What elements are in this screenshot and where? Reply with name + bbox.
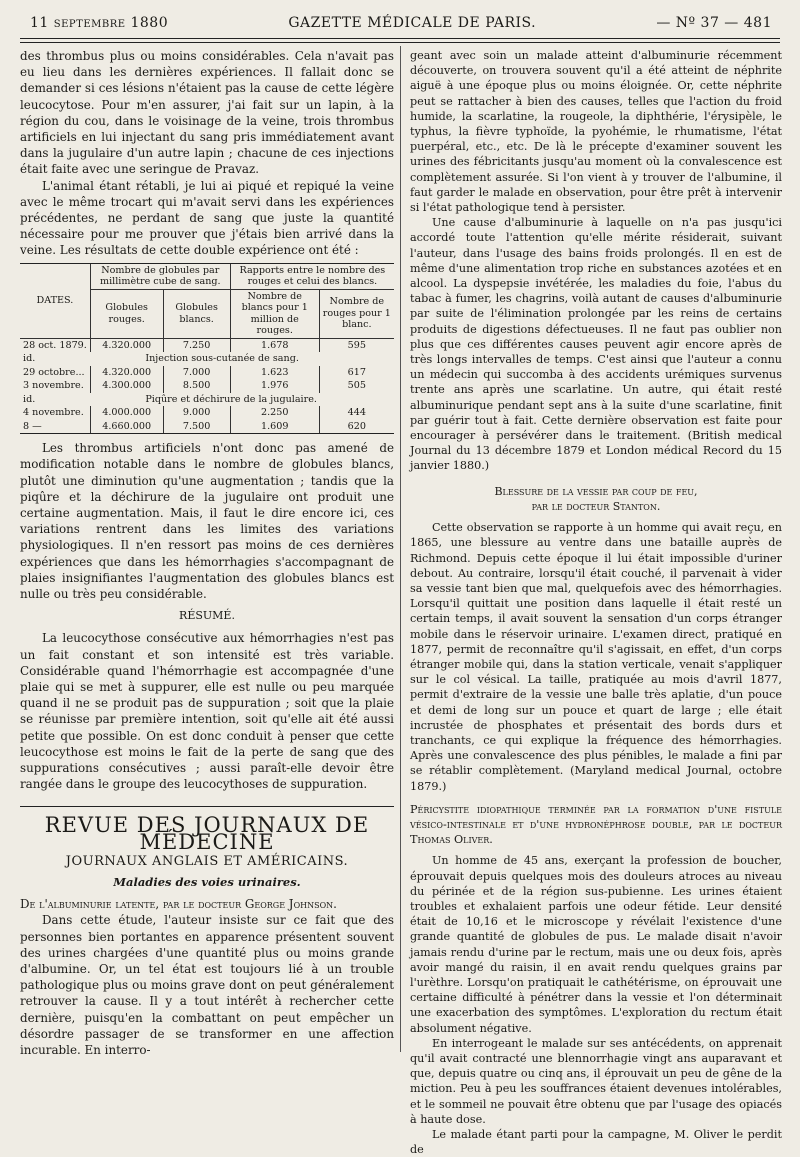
table-cell-ratio2: 595 (319, 338, 394, 352)
table-cell-ratio2: 444 (319, 406, 394, 420)
paragraph: Dans cette étude, l'auteur insiste sur ce fait que des personnes bien portantes en apparence présentent souvent des urines chargées d'une quantité plus ou moins grande d'albumine. Or, un tel état est toujours lié à un trouble pathologique plus ou moins grave dont on peut généralement retrouver la cause. Il y a tout intérêt à rechercher cette dernière, puisqu'en la combattant on peut empêcher un désordre passager de se transformer en une affection incurable. En interro- (20, 913, 394, 1058)
results-table (20, 263, 394, 435)
paragraph: geant avec soin un malade atteint d'albuminurie récemment découverte, on trouvera souvent qu'il a été atteint de néphrite aiguë à une époque plus ou moins éloignée. Or, cette néphrite peut se rattacher à bien des causes, telles que l'action du froid humide, la scarlatine, la rougeole, la diphthérie, l'érysipèle, le typhus, la fièvre typhoïde, la pyohémie, le rhumatisme, l'état puerpéral, etc., etc. De là le précepte d'examiner souvent les urines des fébricitants jusqu'au moment où la convalescence est complètement assurée. Si l'on vient à y trouver de l'albumine, il faut garder le malade en observation, pour être prêt à intervenir si l'état pathologique tend à persister. (410, 49, 782, 215)
table-cell-red: 4.320.000 (90, 338, 163, 352)
table-cell-white: 9.000 (163, 406, 230, 420)
paragraph: Cette observation se rapporte à un homme qui avait reçu, en 1865, une blessure au ventre dans une bataille auprès de Richmond. Depuis cette époque il lui était impossible d'uriner debout. Au contraire, lorsqu'il était couché, il parvenait à vider sa vessie tant bien que mal, quelquefois avec des hémorrhagies. Lorsqu'il quittait une position dans laquelle il était resté un certain temps, il avait souvent la sensation d'un corps étranger mobile dans le réservoir urinaire. L'examen direct, pratiqué en 1877, permit de reconnaître qu'il s'agissait, en effet, d'un corps étranger mobile qui, dans la station verticale, venait s'appliquer sur le col vésical. La taille, pratiquée au mois d'avril 1877, permit d'extraire de la vessie une balle très aplatie, d'un pouce et demi de long sur un pouce et quart de large ; elle était incrustée de phosphates et présentait des bords durs et tranchants, ce qui explique la fréquence des hémorrhagies. Après une convalescence des plus pénibles, le malade a fini par se rétablir complètement. (Maryland medical Journal, octobre 1879.) (410, 521, 782, 793)
table-cell-ratio2: 620 (319, 420, 394, 434)
table-cell-note: Injection sous-cutanée de sang. (145, 353, 299, 365)
table-cell-white: 7.000 (163, 366, 230, 380)
table-row (20, 338, 394, 352)
table-header-white-per-million: Nombre de blancs pour 1 million de rouges. (230, 289, 319, 338)
paragraph: Un homme de 45 ans, exerçant la profession de boucher, éprouvait depuis quelques mois des douleurs atroces au niveau du périnée et de la région sus-pubienne. Les urines étaient troubles et exhalaient parfois une odeur fétide. Leur densité était de 10,16 et le microscope y révélait l'existence d'une grande quantité de globules de pus. Le malade disait n'avoir jamais rendu d'urine par le rectum, mais une ou deux fois, après avoir mangé du raisin, il en avait rendu quelques grains par l'urèthre. Lorsqu'on pratiquait le cathétérisme, on éprouvait une certaine difficulté à pénétrer dans la vessie et l'on déterminait une exacerbation des symptômes. L'exploration du rectum était absolument négative. (410, 854, 782, 1035)
table-group-header-globules: Nombre de globules par millimètre cube de sang. (90, 263, 230, 289)
table-cell-red: 4.000.000 (90, 406, 163, 420)
table-cell-date: 8 — (20, 420, 90, 434)
paragraph: Une cause d'albuminurie à laquelle on n'a pas jusqu'ici accordé toute l'attention qu'elle mérite résiderait, suivant l'auteur, dans l'usage des bains froids prolongés. Il en est de même d'une alimentation trop riche en substances azotées et en alcool. La dyspepsie invétérée, les maladies du foie, l'abus du tabac à fumer, les chagrins, voilà autant de causes d'albuminurie par suite de l'élimination prolongée par les reins de certains produits de digestions défectueuses. Il ne faut pas oublier non plus que ces différentes causes peuvent agir encore après de très longs intervalles de temps. C'est ainsi que l'auteur a connu un médecin qui succomba à des accidents urémiques survenus trente ans après une scarlatine. Un autre, qui était resté albuminurique pendant sept ans à la suite d'une scarlatine, finit par guérir tout à fait. Cette dernière observation est faite pour encourager à persévérer dans le traitement. (British medical Journal du 13 décembre 1879 et London médical Record du 15 janvier 1880.) (410, 216, 782, 473)
table-row (20, 406, 394, 420)
table-row (20, 352, 394, 366)
left-column (20, 48, 394, 1058)
article-author: par le docteur Stanton. (531, 499, 661, 513)
paragraph: Les thrombus artificiels n'ont donc pas amené de modification notable dans le nombre de globules blancs, plutôt une diminution qu'une augmentation ; tandis que la piqûre et la déchirure de la jugulaire ont produit une certaine augmentation. Mais, il faut le dire encore ici, ces variations rentrent dans les limites des variations physiologiques. Il n'en ressort pas moins de ces dernières expériences que dans les hémorrhagies s'accompagnant de plaies insignifiantes l'augmentation des globules blancs est nulle ou très peu considérable. (20, 441, 394, 601)
table-cell-red: 4.660.000 (90, 420, 163, 434)
paragraph: La leucocythose consécutive aux hémorrhagies n'est pas un fait constant et son intensité est très variable. Considérable quand l'hémorrhagie est accompagnée d'une plaie qui se met à suppurer, elle est nulle ou peu marquée quand il ne se produit pas de suppuration ; soit que la plaie se réunisse par première intention, soit qu'elle ait été aussi petite que possible. On est donc conduit à penser que cette leucocythose est moins le fait de la perte de sang que des suppurations consécutives ; aussi paraît-elle devoir être rangée dans le groupe des leucocythoses de suppuration. (20, 631, 394, 792)
table-row (20, 420, 394, 434)
table-header-dates: DATES. (20, 263, 90, 338)
table-row (20, 393, 394, 407)
table-cell-note: Piqûre et déchirure de la jugulaire. (145, 393, 317, 405)
table-cell-date: 3 novembre. (23, 380, 84, 392)
revue-title: REVUE DES JOURNAUX DE MÉDECINE (20, 806, 394, 849)
article-title: De l'albuminurie latente, par le docteur George Johnson. (20, 897, 337, 912)
table-cell-white: 7.500 (163, 420, 230, 434)
table-header-red: Globules rouges. (90, 289, 163, 338)
paragraph: des thrombus plus ou moins considérables. Cela n'avait pas eu lieu dans les dernières expériences. Il fallait donc se demander si ces lésions n'étaient pas la cause de cette légère leucocytose. Pour m'en assurer, j'ai fait sur un lapin, à la région du cou, dans le voisinage de la veine, trois thrombus artificiels en lui injectant du sang pris immédiatement avant dans la jugulaire d'un autre lapin ; chacune de ces injections était faite avec une seringue de Pravaz. (20, 49, 394, 177)
paragraph: Le malade étant parti pour la campagne, M. Oliver le perdit de (410, 1128, 782, 1157)
table-cell-red: 4.320.000 (90, 366, 163, 380)
paragraph: L'animal étant rétabli, je lui ai piqué et repiqué la veine avec le même trocart qui m'avait servi dans les expériences précédentes, ne perdant de sang que juste la quantité nécessaire pour me prouver que j'étais bien arrivé dans la veine. Les résultats de cette double expérience ont été : (20, 178, 394, 258)
header-journal-title: GAZETTE MÉDICALE DE PARIS. (288, 15, 537, 31)
revue-section-title: Maladies des voies urinaires. (113, 875, 301, 890)
table-cell-ratio1: 2.250 (230, 406, 319, 420)
page-header (30, 10, 772, 36)
right-column (410, 48, 782, 1157)
header-date: 11 septembre 1880 (30, 15, 169, 31)
table-cell-white: 8.500 (163, 379, 230, 393)
table-cell-ratio1: 1.678 (230, 338, 319, 352)
section-heading-resume: RÉSUMÉ. (179, 609, 235, 623)
table-cell-white: 7.250 (163, 338, 230, 352)
revue-subtitle: JOURNAUX ANGLAIS ET AMÉRICAINS. (65, 853, 349, 869)
header-rule-secondary (20, 42, 780, 43)
header-issue-number: — Nº 37 — 481 (656, 15, 772, 31)
table-cell-ratio1: 1.609 (230, 420, 319, 434)
table-row (20, 366, 394, 380)
article-title: Blessure de la vessie par coup de feu, (494, 484, 698, 498)
table-cell-date: id. (23, 393, 36, 405)
table-group-header-ratios: Rapports entre le nombre des rouges et celui des blancs. (230, 263, 394, 289)
paragraph: En interrogeant le malade sur ses antécédents, on apprenait qu'il avait contracté une blennorrhagie vingt ans auparavant et que, depuis quatre ou cinq ans, il éprouvait un peu de gêne de la miction. Peu à peu les souffrances étaient devenues intolérables, et le sommeil ne pouvait être obtenu que par l'usage des opiacés à haute dose. (410, 1036, 782, 1126)
table-cell-ratio2: 617 (319, 366, 394, 380)
table-cell-red: 4.300.000 (90, 379, 163, 393)
table-cell-date: 29 octobre... (23, 366, 85, 378)
table-cell-ratio1: 1.976 (230, 379, 319, 393)
table-cell-ratio2: 505 (319, 379, 394, 393)
article-title: Péricystite idiopathique terminée par la formation d'une fistule vésico-intestinale et d'une hydronéphrose double, par le docteur Thomas Oliver. (410, 802, 782, 847)
table-cell-date: 28 oct. 1879. (23, 339, 87, 351)
table-cell-ratio1: 1.623 (230, 366, 319, 380)
column-divider (400, 46, 401, 1052)
table-row (20, 379, 394, 393)
header-rule (20, 38, 780, 39)
table-header-red-per-white: Nombre de rouges pour 1 blanc. (319, 289, 394, 338)
table-cell-date: 4 novembre. (23, 407, 84, 419)
table-cell-date: id. (23, 353, 36, 365)
table-header-white: Globules blancs. (163, 289, 230, 338)
